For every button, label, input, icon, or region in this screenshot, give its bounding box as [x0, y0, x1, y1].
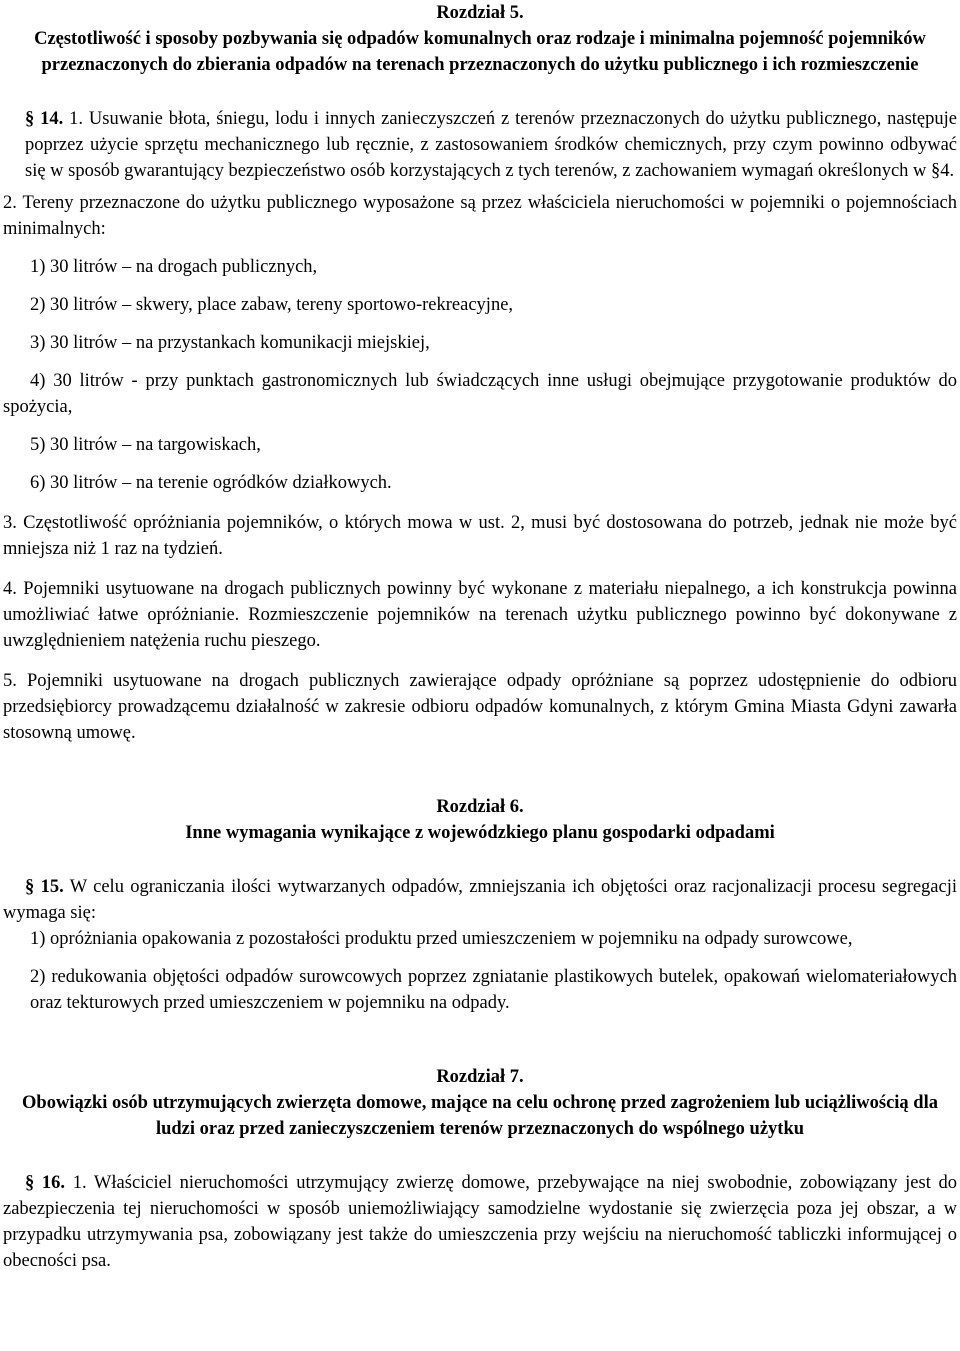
section-14-mark: § 14. — [25, 109, 64, 129]
list-item: 4) 30 litrów - przy punktach gastronomicznych lub świadczących inne usługi obejmujące przygotowanie produktów do spożycia, — [3, 371, 957, 417]
chapter-6-title: Inne wymagania wynikające z wojewódzkiego planu gospodarki odpadami — [185, 823, 775, 843]
list-item: 2) redukowania objętości odpadów surowcowych poprzez zgniatanie plastikowych butelek, opakowań wielomateriałowych oraz tekturowych przed umieszczeniem w pojemniku na odpady. — [30, 967, 957, 1013]
list-item: 2) 30 litrów – skwery, place zabaw, tereny sportowo-rekreacyjne, — [30, 295, 514, 315]
chapter-6-number: Rozdział 6. — [436, 797, 524, 817]
capacity-list — [3, 254, 957, 356]
chapter-7-title: Obowiązki osób utrzymujących zwierzęta domowe, mające na celu ochronę przed zagrożeniem lub uciążliwością dla ludzi oraz przed zanieczyszczeniem terenów przeznaczonych do wspólnego użytku — [22, 1093, 938, 1139]
section-15-intro-text: W celu ograniczania ilości wytwarzanych odpadów, zmniejszania ich objętości oraz racjonalizacji procesu segregacji wymaga się: — [3, 877, 958, 923]
section-16-para-1 — [3, 1170, 957, 1274]
list-item: 3) 30 litrów – na przystankach komunikacji miejskiej, — [30, 333, 430, 353]
list-item: 5) 30 litrów – na targowiskach, — [30, 435, 261, 455]
list-item: 6) 30 litrów – na terenie ogródków działkowych. — [30, 473, 392, 493]
section-15-mark: § 15. — [25, 877, 64, 897]
chapter-7-number: Rozdział 7. — [436, 1067, 524, 1087]
section-14-para-3: 3. Częstotliwość opróżniania pojemników, o których mowa w ust. 2, musi być dostosowana do potrzeb, jednak nie może być mniejsza niż 1 raz na tydzień. — [3, 513, 957, 559]
chapter-5-number: Rozdział 5. — [436, 3, 524, 23]
section-14-para-2: 2. Tereny przeznaczone do użytku publicznego wyposażone są przez właściciela nieruchomości w pojemniki o pojemnościach minimalnych: — [3, 193, 957, 239]
list-item: 1) 30 litrów – na drogach publicznych, — [30, 257, 318, 277]
capacity-list-continued — [3, 432, 957, 496]
section-16-mark: § 16. — [25, 1173, 66, 1193]
requirements-list — [3, 926, 957, 1016]
section-15-intro — [3, 874, 957, 926]
section-14-para-4: 4. Pojemniki usytuowane na drogach publicznych powinny być wykonane z materiału niepalnego, a ich konstrukcja powinna umożliwiać łatwe opróżnianie. Rozmieszczenie pojemników na terenach użytku publicznego powinno być dokonywane z uwzględnieniem natężenia ruchu pieszego. — [3, 579, 957, 651]
section-16-para-1-text: 1. Właściciel nieruchomości utrzymujący zwierzę domowe, przebywające na niej swobodnie, zobowiązany jest do zabezpieczenia tej nieruchomości w sposób uniemożliwiający samodzielne wydostanie się zwierzęcia poza jej obszar, a w przypadku utrzymywania psa, zobowiązany jest także do umieszczenia przy wejściu na nieruchomość tabliczki informującej o obecności psa. — [3, 1173, 958, 1271]
chapter-5-title: Częstotliwość i sposoby pozbywania się odpadów komunalnych oraz rodzaje i minimalna pojemność pojemników przeznaczonych do zbierania odpadów na terenach przeznaczonych do użytku publicznego i ich rozmieszczenie — [34, 29, 926, 75]
section-14-para-1 — [3, 106, 957, 184]
section-14-para-5: 5. Pojemniki usytuowane na drogach publicznych zawierające odpady opróżniane są poprzez udostępnienie do odbioru przedsiębiorcy prowadzącemu działalność w zakresie odbioru odpadów komunalnych, z którym Gmina Miasta Gdyni zawarła stosowną umowę. — [3, 671, 957, 743]
list-item: 1) opróżniania opakowania z pozostałości produktu przed umieszczeniem w pojemniku na odpady surowcowe, — [30, 929, 853, 949]
section-14-para-1-text: 1. Usuwanie błota, śniegu, lodu i innych zanieczyszczeń z terenów przeznaczonych do użytku publicznego, następuje poprzez użycie sprzętu mechanicznego lub ręcznie, z zastosowaniem środków chemicznych, przy czym powinno odbywać się w sposób gwarantujący bezpieczeństwo osób korzystających z tych terenów, z zachowaniem wymagań określonych w §4. — [25, 109, 957, 181]
